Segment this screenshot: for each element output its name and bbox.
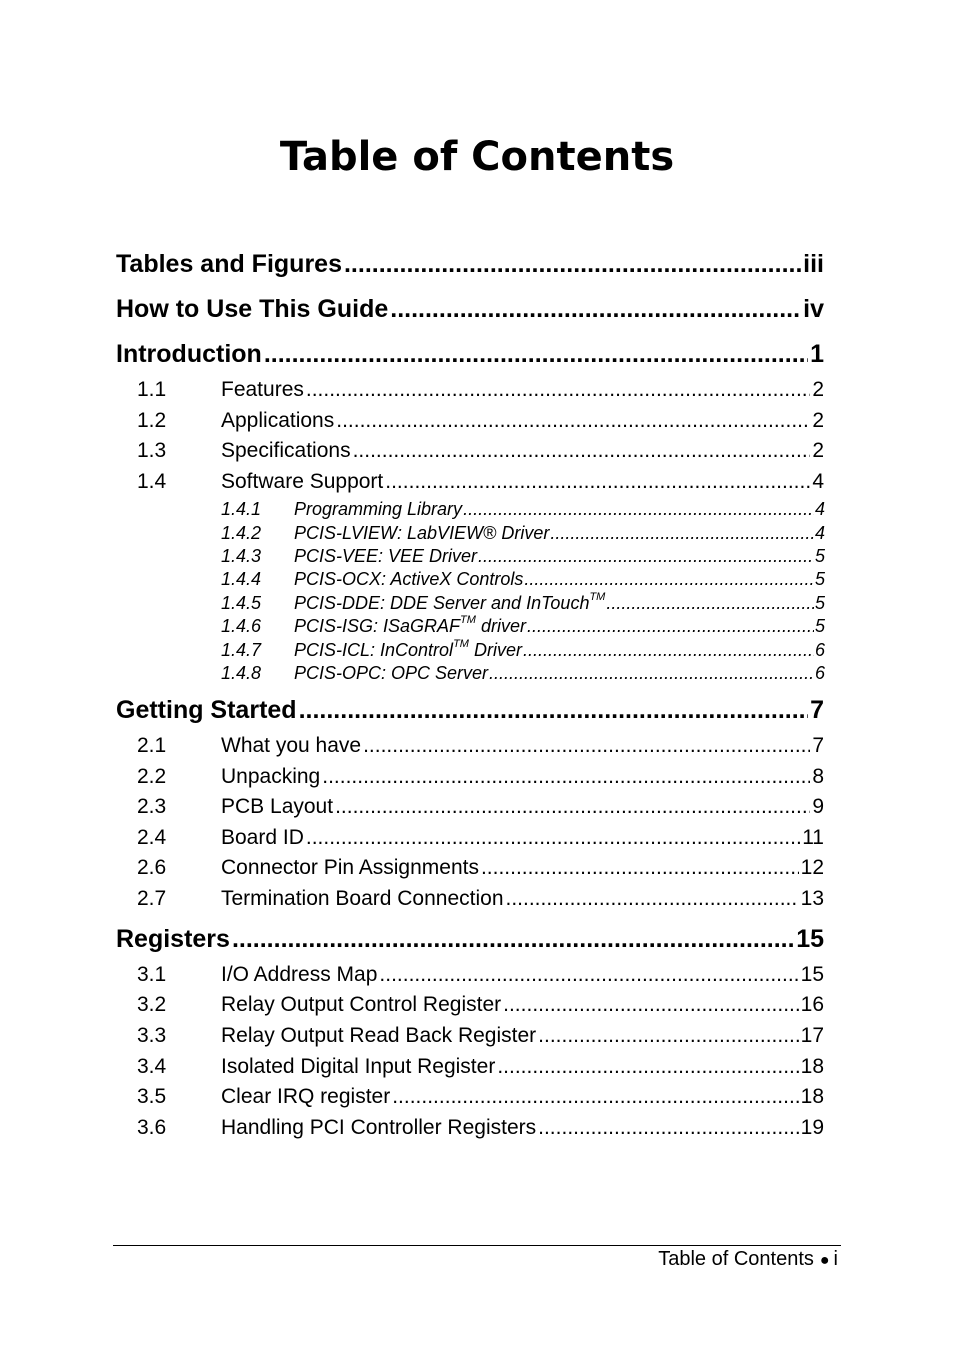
toc-entry-title <box>221 855 479 881</box>
toc-section[interactable] <box>137 408 824 434</box>
toc-entry-title <box>294 522 549 544</box>
toc-chapter[interactable] <box>116 248 824 280</box>
toc-section[interactable] <box>137 992 824 1018</box>
toc-entry-title-text: Unpacking <box>221 765 321 788</box>
dot-leader <box>363 733 810 759</box>
toc-subsection[interactable] <box>221 639 825 661</box>
toc-section[interactable] <box>137 962 824 988</box>
toc-entry-title <box>221 886 504 912</box>
dot-leader <box>379 962 798 988</box>
toc-subsection[interactable] <box>221 592 825 614</box>
toc-page-number: 18 <box>800 1055 824 1078</box>
toc-page-number: iii <box>803 250 824 278</box>
toc-entry-number: 3.5 <box>137 1085 167 1108</box>
toc-section[interactable] <box>137 377 824 403</box>
dot-leader <box>478 545 814 567</box>
toc-entry-title <box>221 438 351 464</box>
toc-section[interactable] <box>137 764 824 790</box>
toc-entry-title-text: Specifications <box>221 439 351 462</box>
toc-entry-number: 3.2 <box>137 993 167 1016</box>
toc-entry-title-text: What you have <box>221 734 362 757</box>
toc-entry-title <box>221 377 304 403</box>
dot-leader <box>538 1115 799 1141</box>
footer-divider <box>113 1245 841 1246</box>
dot-leader <box>335 794 810 820</box>
toc-entry-number: 2.4 <box>137 826 167 849</box>
toc-page-number: iv <box>803 295 824 323</box>
toc-section[interactable] <box>137 825 824 851</box>
toc-entry-title-text: Tables and Figures <box>116 250 342 278</box>
toc-section[interactable] <box>137 794 824 820</box>
toc-entry-title <box>294 592 605 614</box>
trademark-superscript: TM <box>460 614 476 626</box>
toc-page-number: 6 <box>814 640 825 660</box>
toc-section[interactable] <box>137 733 824 759</box>
toc-entry-title-text: Software Support <box>221 470 384 493</box>
toc-entry-title <box>294 639 522 661</box>
dot-leader <box>232 923 794 955</box>
toc-section[interactable] <box>137 1115 824 1141</box>
toc-page-number: 5 <box>814 593 825 613</box>
toc-chapter[interactable] <box>116 293 824 325</box>
toc-page-number: 2 <box>812 439 824 462</box>
dot-leader <box>606 592 814 614</box>
toc-entry-title <box>116 293 388 325</box>
toc-section[interactable] <box>137 1054 824 1080</box>
dot-leader <box>344 248 801 280</box>
toc-entry-number: 1.4.5 <box>221 593 262 613</box>
toc-section[interactable] <box>137 1084 824 1110</box>
toc-entry-title-text: PCIS-VEE: VEE Driver <box>294 546 478 566</box>
toc-entry-title <box>221 1115 536 1141</box>
toc-section[interactable] <box>137 886 824 912</box>
dot-leader <box>497 1054 798 1080</box>
dot-leader <box>489 662 814 684</box>
dot-leader <box>390 293 801 325</box>
toc-page-number: 4 <box>812 470 824 493</box>
toc-page-number: 11 <box>802 826 824 849</box>
toc-subsection[interactable] <box>221 662 825 684</box>
toc-page-number: 4 <box>814 499 825 519</box>
toc-entry-title <box>116 338 262 370</box>
toc-entry-number: 2.2 <box>137 765 167 788</box>
dot-leader <box>353 438 811 464</box>
toc-entry-title-text: PCIS-OCX: ActiveX Controls <box>294 569 524 589</box>
toc-page-number: 4 <box>814 523 825 543</box>
toc-entry-number: 1.1 <box>137 378 167 401</box>
toc-entry-number: 3.6 <box>137 1116 167 1139</box>
toc-page-number: 2 <box>812 409 824 432</box>
toc-section[interactable] <box>137 855 824 881</box>
toc-entry-title <box>221 733 361 759</box>
toc-entry-title <box>221 825 304 851</box>
toc-entry-title <box>221 408 334 434</box>
toc-entry-number: 1.4.1 <box>221 499 262 519</box>
toc-entry-title-text: Handling PCI Controller Registers <box>221 1116 537 1139</box>
dot-leader <box>336 408 810 434</box>
toc-page-number: 16 <box>800 993 824 1016</box>
toc-entry-title-text: Getting Started <box>116 696 297 724</box>
toc-entry-title <box>294 615 526 637</box>
toc-page-number: 7 <box>810 696 824 724</box>
page-title: Table of Contents <box>279 134 675 180</box>
toc-section[interactable] <box>137 1023 824 1049</box>
toc-entry-title-text: Connector Pin Assignments <box>221 856 479 879</box>
toc-page-number: 12 <box>800 856 824 879</box>
toc-entry-title-text: Isolated Digital Input Register <box>221 1055 496 1078</box>
trademark-superscript: TM <box>589 591 606 603</box>
toc-page-number: 8 <box>812 765 824 788</box>
toc-entry-title <box>221 1084 390 1110</box>
toc-entry-number: 1.4.4 <box>221 569 262 589</box>
toc-entry-title <box>221 794 333 820</box>
dot-leader <box>550 522 814 544</box>
toc-entry-title <box>221 764 320 790</box>
toc-entry-title-text: PCIS-LVIEW: LabVIEW® Driver <box>294 523 550 543</box>
toc-entry-number: 3.1 <box>137 963 167 986</box>
toc-entry-title <box>221 962 377 988</box>
toc-entry-title-text: I/O Address Map <box>221 963 378 986</box>
toc-subsection[interactable] <box>221 522 825 544</box>
toc-subsection[interactable] <box>221 545 825 567</box>
toc-page-number: 7 <box>812 734 824 757</box>
toc-subsection[interactable] <box>221 498 825 520</box>
toc-entry-title <box>221 1023 536 1049</box>
toc-entry-number: 3.3 <box>137 1024 167 1047</box>
toc-page-number: 5 <box>814 569 825 589</box>
dot-leader <box>506 886 799 912</box>
toc-entry-title-text: How to Use This Guide <box>116 295 389 323</box>
toc-subsection[interactable] <box>221 568 825 590</box>
dot-leader <box>538 1023 798 1049</box>
toc-entry-title-text: Relay Output Control Register <box>221 993 502 1016</box>
toc-entry-title <box>221 1054 495 1080</box>
toc-entry-title-text: PCB Layout <box>221 795 334 818</box>
bullet-icon: ● <box>819 1252 830 1269</box>
toc-entry-title <box>221 469 383 495</box>
toc-entry-title <box>221 992 501 1018</box>
toc-entry-title <box>294 662 488 684</box>
toc-entry-title-suffix: driver <box>475 616 526 636</box>
toc-entry-number: 2.3 <box>137 795 167 818</box>
dot-leader <box>503 992 799 1018</box>
footer-label: Table of Contents <box>658 1248 814 1270</box>
toc-entry-title-text: PCIS-ISG: ISaGRAF <box>294 616 461 636</box>
toc-entry-number: 1.4.8 <box>221 663 262 683</box>
dot-leader <box>527 615 814 637</box>
dot-leader <box>306 377 810 403</box>
toc-entry-title-suffix: Driver <box>468 640 522 660</box>
toc-section[interactable] <box>137 469 824 495</box>
toc-page-number: 2 <box>812 378 824 401</box>
toc-entry-title <box>116 248 342 280</box>
toc-entry-number: 1.2 <box>137 409 167 432</box>
toc-entry-number: 1.4.6 <box>221 616 262 636</box>
toc-entry-title-text: Termination Board Connection <box>221 887 504 910</box>
footer-page-number: i <box>833 1248 838 1270</box>
dot-leader <box>264 338 808 370</box>
toc-chapter[interactable] <box>116 923 824 955</box>
toc-entry-title-text: Board ID <box>221 826 304 849</box>
toc-entry-title <box>116 923 230 955</box>
toc-page-number: 17 <box>800 1024 824 1047</box>
toc-entry-number: 2.1 <box>137 734 167 757</box>
toc-entry-number: 2.7 <box>137 887 167 910</box>
toc-section[interactable] <box>137 438 824 464</box>
dot-leader <box>299 694 809 726</box>
toc-chapter[interactable] <box>116 694 824 726</box>
toc-entry-title-text: PCIS-ICL: InControl <box>294 640 454 660</box>
toc-entry-number: 1.3 <box>137 439 167 462</box>
toc-entry-number: 3.4 <box>137 1055 167 1078</box>
toc-entry-title-text: Registers <box>116 925 230 953</box>
toc-entry-number: 1.4.2 <box>221 523 262 543</box>
toc-entry-title <box>294 498 462 520</box>
toc-entry-title-text: Relay Output Read Back Register <box>221 1024 537 1047</box>
toc-page-number: 18 <box>800 1085 824 1108</box>
page-footer <box>658 1248 838 1271</box>
toc-page-number: 15 <box>796 925 824 953</box>
toc-subsection[interactable] <box>221 615 825 637</box>
toc-page-number: 5 <box>814 616 825 636</box>
toc-entry-number: 1.4.3 <box>221 546 262 566</box>
toc-page-number: 19 <box>800 1116 824 1139</box>
toc-entry-title-text: Features <box>221 378 304 401</box>
toc-entry-number: 2.6 <box>137 856 167 879</box>
toc-page-number: 13 <box>800 887 824 910</box>
toc-entry-title <box>294 568 523 590</box>
dot-leader <box>481 855 799 881</box>
toc-entry-title-text: Clear IRQ register <box>221 1085 391 1108</box>
toc-page-number: 5 <box>814 546 825 566</box>
toc-page-number: 9 <box>812 795 824 818</box>
toc-page-number: 15 <box>800 963 824 986</box>
dot-leader <box>523 639 814 661</box>
toc-entry-number: 1.4 <box>137 470 167 493</box>
dot-leader <box>322 764 810 790</box>
toc-entry-title-text: PCIS-OPC: OPC Server <box>294 663 489 683</box>
toc-page-number: 1 <box>810 340 824 368</box>
toc-entry-title <box>116 694 297 726</box>
toc-entry-title <box>294 545 477 567</box>
toc-chapter[interactable] <box>116 338 824 370</box>
toc-entry-title-text: PCIS-DDE: DDE Server and InTouch <box>294 593 590 613</box>
dot-leader <box>306 825 800 851</box>
toc-entry-title-text: Introduction <box>116 340 262 368</box>
trademark-superscript: TM <box>453 638 469 650</box>
dot-leader <box>463 498 814 520</box>
dot-leader <box>392 1084 798 1110</box>
toc-entry-title-text: Applications <box>221 409 335 432</box>
dot-leader <box>385 469 810 495</box>
toc-entry-number: 1.4.7 <box>221 640 262 660</box>
toc-entry-title-text: Programming Library <box>294 499 463 519</box>
dot-leader <box>524 568 814 590</box>
toc-page-number: 6 <box>814 663 825 683</box>
